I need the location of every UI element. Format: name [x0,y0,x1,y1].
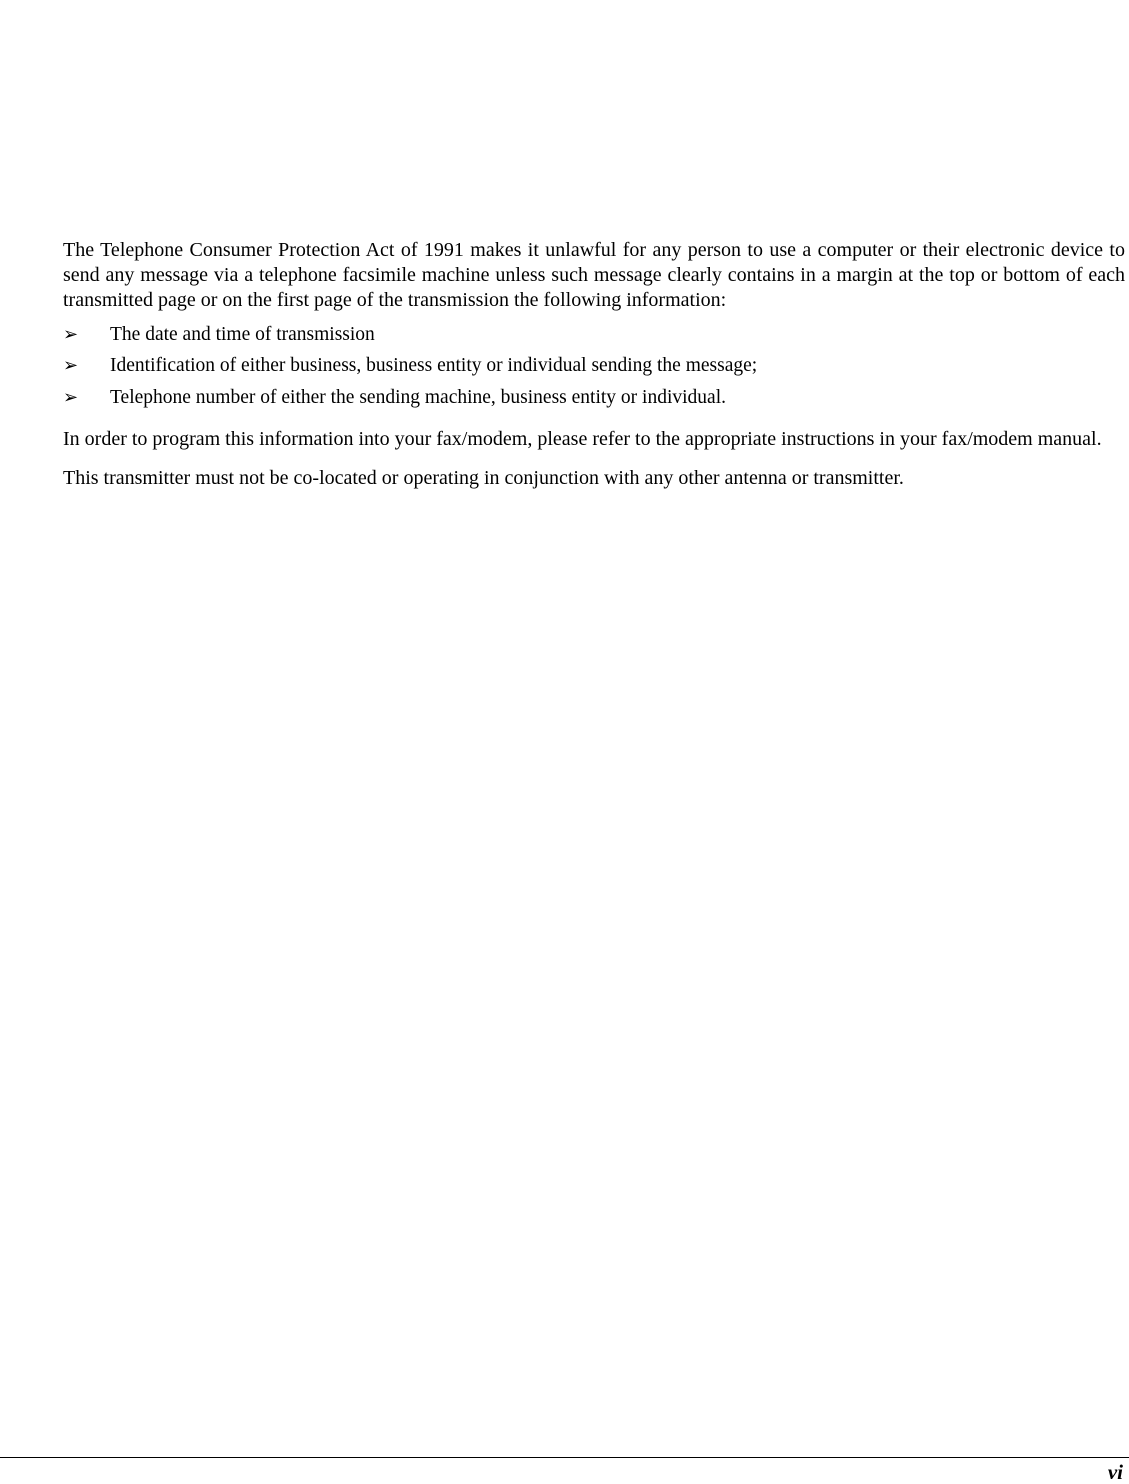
page-number: vi [1107,1460,1123,1484]
modem-instructions-paragraph: In order to program this information into your fax/modem, please refer to the appropriate instructions in your fax/modem manual. [63,427,1102,450]
list-item [63,351,1125,383]
footer-divider [0,1457,1129,1458]
notice-section [63,238,1125,491]
list-item [63,319,1125,351]
list-item-text: The date and time of transmission [110,323,375,345]
arrow-bullet-icon: ➢ [63,323,79,345]
list-item [63,382,1125,414]
required-information-list [63,319,1125,414]
tcpa-intro-paragraph: The Telephone Consumer Protection Act of 1991 makes it unlawful for any person to use a computer or their electronic device to send any message via a telephone facsimile machine unless such message clearly contains in a margin at the top or bottom of each transmitted page or on the first page of the transmission the following information: [63,239,1125,311]
list-item-text: Telephone number of either the sending machine, business entity or individual. [110,386,726,408]
arrow-bullet-icon: ➢ [63,386,79,408]
transmitter-warning-paragraph: This transmitter must not be co-located or operating in conjunction with any other antenna or transmitter. [63,466,904,489]
list-item-text: Identification of either business, business entity or individual sending the message; [110,355,758,377]
arrow-bullet-icon: ➢ [63,355,79,377]
